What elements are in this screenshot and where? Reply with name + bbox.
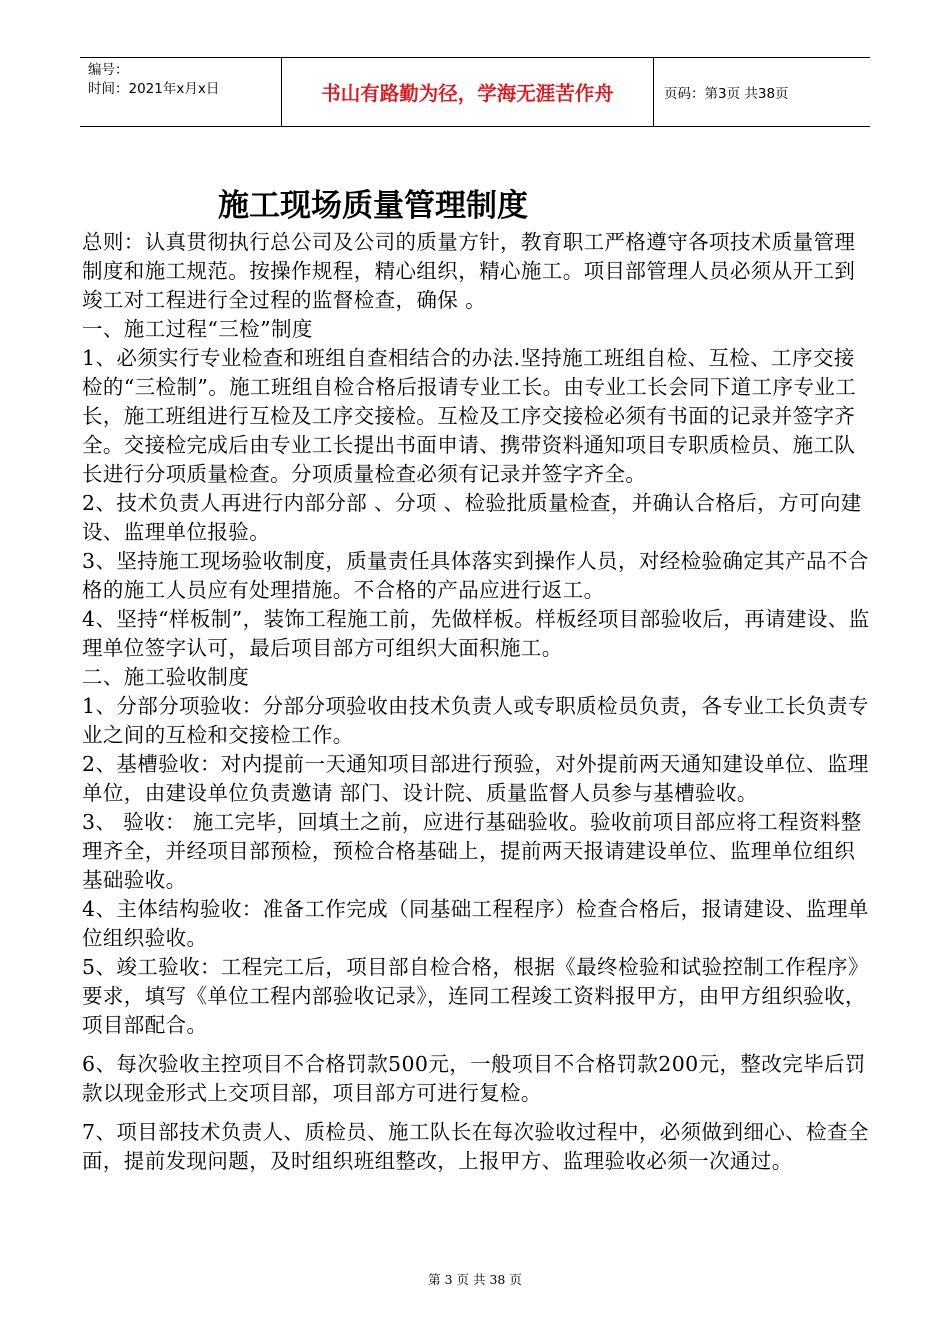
header-motto: 书山有路勤为径，学海无涯苦作舟 [282, 58, 654, 126]
paragraph: 6、每次验收主控项目不合格罚款500元，一般项目不合格罚款200元，整改完毕后罚款以现金形式上交项目部，项目部方可进行复检。 [82, 1052, 866, 1105]
paragraph: 2、基槽验收：对内提前一天通知项目部进行预验，对外提前两天通知建设单位、监理单位，由建设单位负责邀请 部门、设计院、质量监督人员参与基槽验收。 [82, 752, 869, 805]
paragraph: 4、主体结构验收：准备工作完成（同基础工程程序）检查合格后，报请建设、监理单位组织验收。 [82, 897, 869, 950]
paragraph: 2、技术负责人再进行内部分部 、分项 、检验批质量检查，并确认合格后，方可向建设、监理单位报验。 [82, 491, 862, 544]
page-header [80, 57, 870, 127]
paragraph: 1、分部分项验收：分部分项验收由技术负责人或专职质检员负责，各专业工长负责专业之间的互检和交接检工作。 [82, 694, 869, 747]
paragraph: 7、项目部技术负责人、质检员、施工队长在每次验收过程中，必须做到细心、检查全面，提前发现问题，及时组织班组整改，上报甲方、监理验收必须一次通过。 [82, 1120, 869, 1173]
paragraph-general: 总则：认真贯彻执行总公司及公司的质量方针，教育职工严格遵守各项技术质量管理制度和施工规范。按操作规程，精心组织，精心施工。项目部管理人员必须从开工到竣工对工程进行全过程的监督检查，确保 。 [82, 230, 856, 312]
document-body [82, 228, 872, 1176]
document-title: 施工现场质量管理制度 [218, 188, 528, 224]
paragraph: 1、必须实行专业检查和班组自查相结合的办法.坚持施工班组自检、互检、工序交接检的“三检制”。施工班组自检合格后报请专业工长。由专业工长会同下道工序专业工长，施工班组进行互检及工序交接检。互检及工序交接检必须有书面的记录并签字齐全。交接检完成后由专业工长提出书面申请、携带资料通知项目专职质检员、施工队长进行分项质量检查。分项质量检查必须有记录并签字齐全。 [82, 346, 857, 486]
section-heading: 一、施工过程“三检”制度 [82, 317, 313, 341]
page-footer: 第 3 页 共 38 页 [428, 1272, 522, 1287]
paragraph: 4、坚持“样板制”，装饰工程施工前，先做样板。样板经项目部验收后，再请建设、监理单位签字认可，最后项目部方可组织大面积施工。 [82, 607, 870, 660]
paragraph: 5、竣工验收：工程完工后，项目部自检合格，根据《最终检验和试验控制工作程序》要求，填写《单位工程内部验收记录》，连同工程竣工资料报甲方，由甲方组织验收，项目部配合。 [82, 955, 869, 1037]
header-page-label: 页码：第3页 共38页 [664, 86, 789, 102]
paragraph: 3、 验收： 施工完毕，回填土之前，应进行基础验收。验收前项目部应将工程资料整理齐全，并经项目部预检，预检合格基础上，提前两天报请建设单位、监理单位组织基础验收。 [82, 810, 862, 892]
number-label: 编号： [88, 62, 129, 78]
section-heading: 二、施工验收制度 [82, 665, 250, 689]
date-label: 时间：2021年x月x日 [88, 81, 220, 97]
paragraph: 3、坚持施工现场验收制度，质量责任具体落实到操作人员，对经检验确定其产品不合格的施工人员应有处理措施。不合格的产品应进行返工。 [82, 549, 869, 602]
header-meta [80, 58, 282, 126]
